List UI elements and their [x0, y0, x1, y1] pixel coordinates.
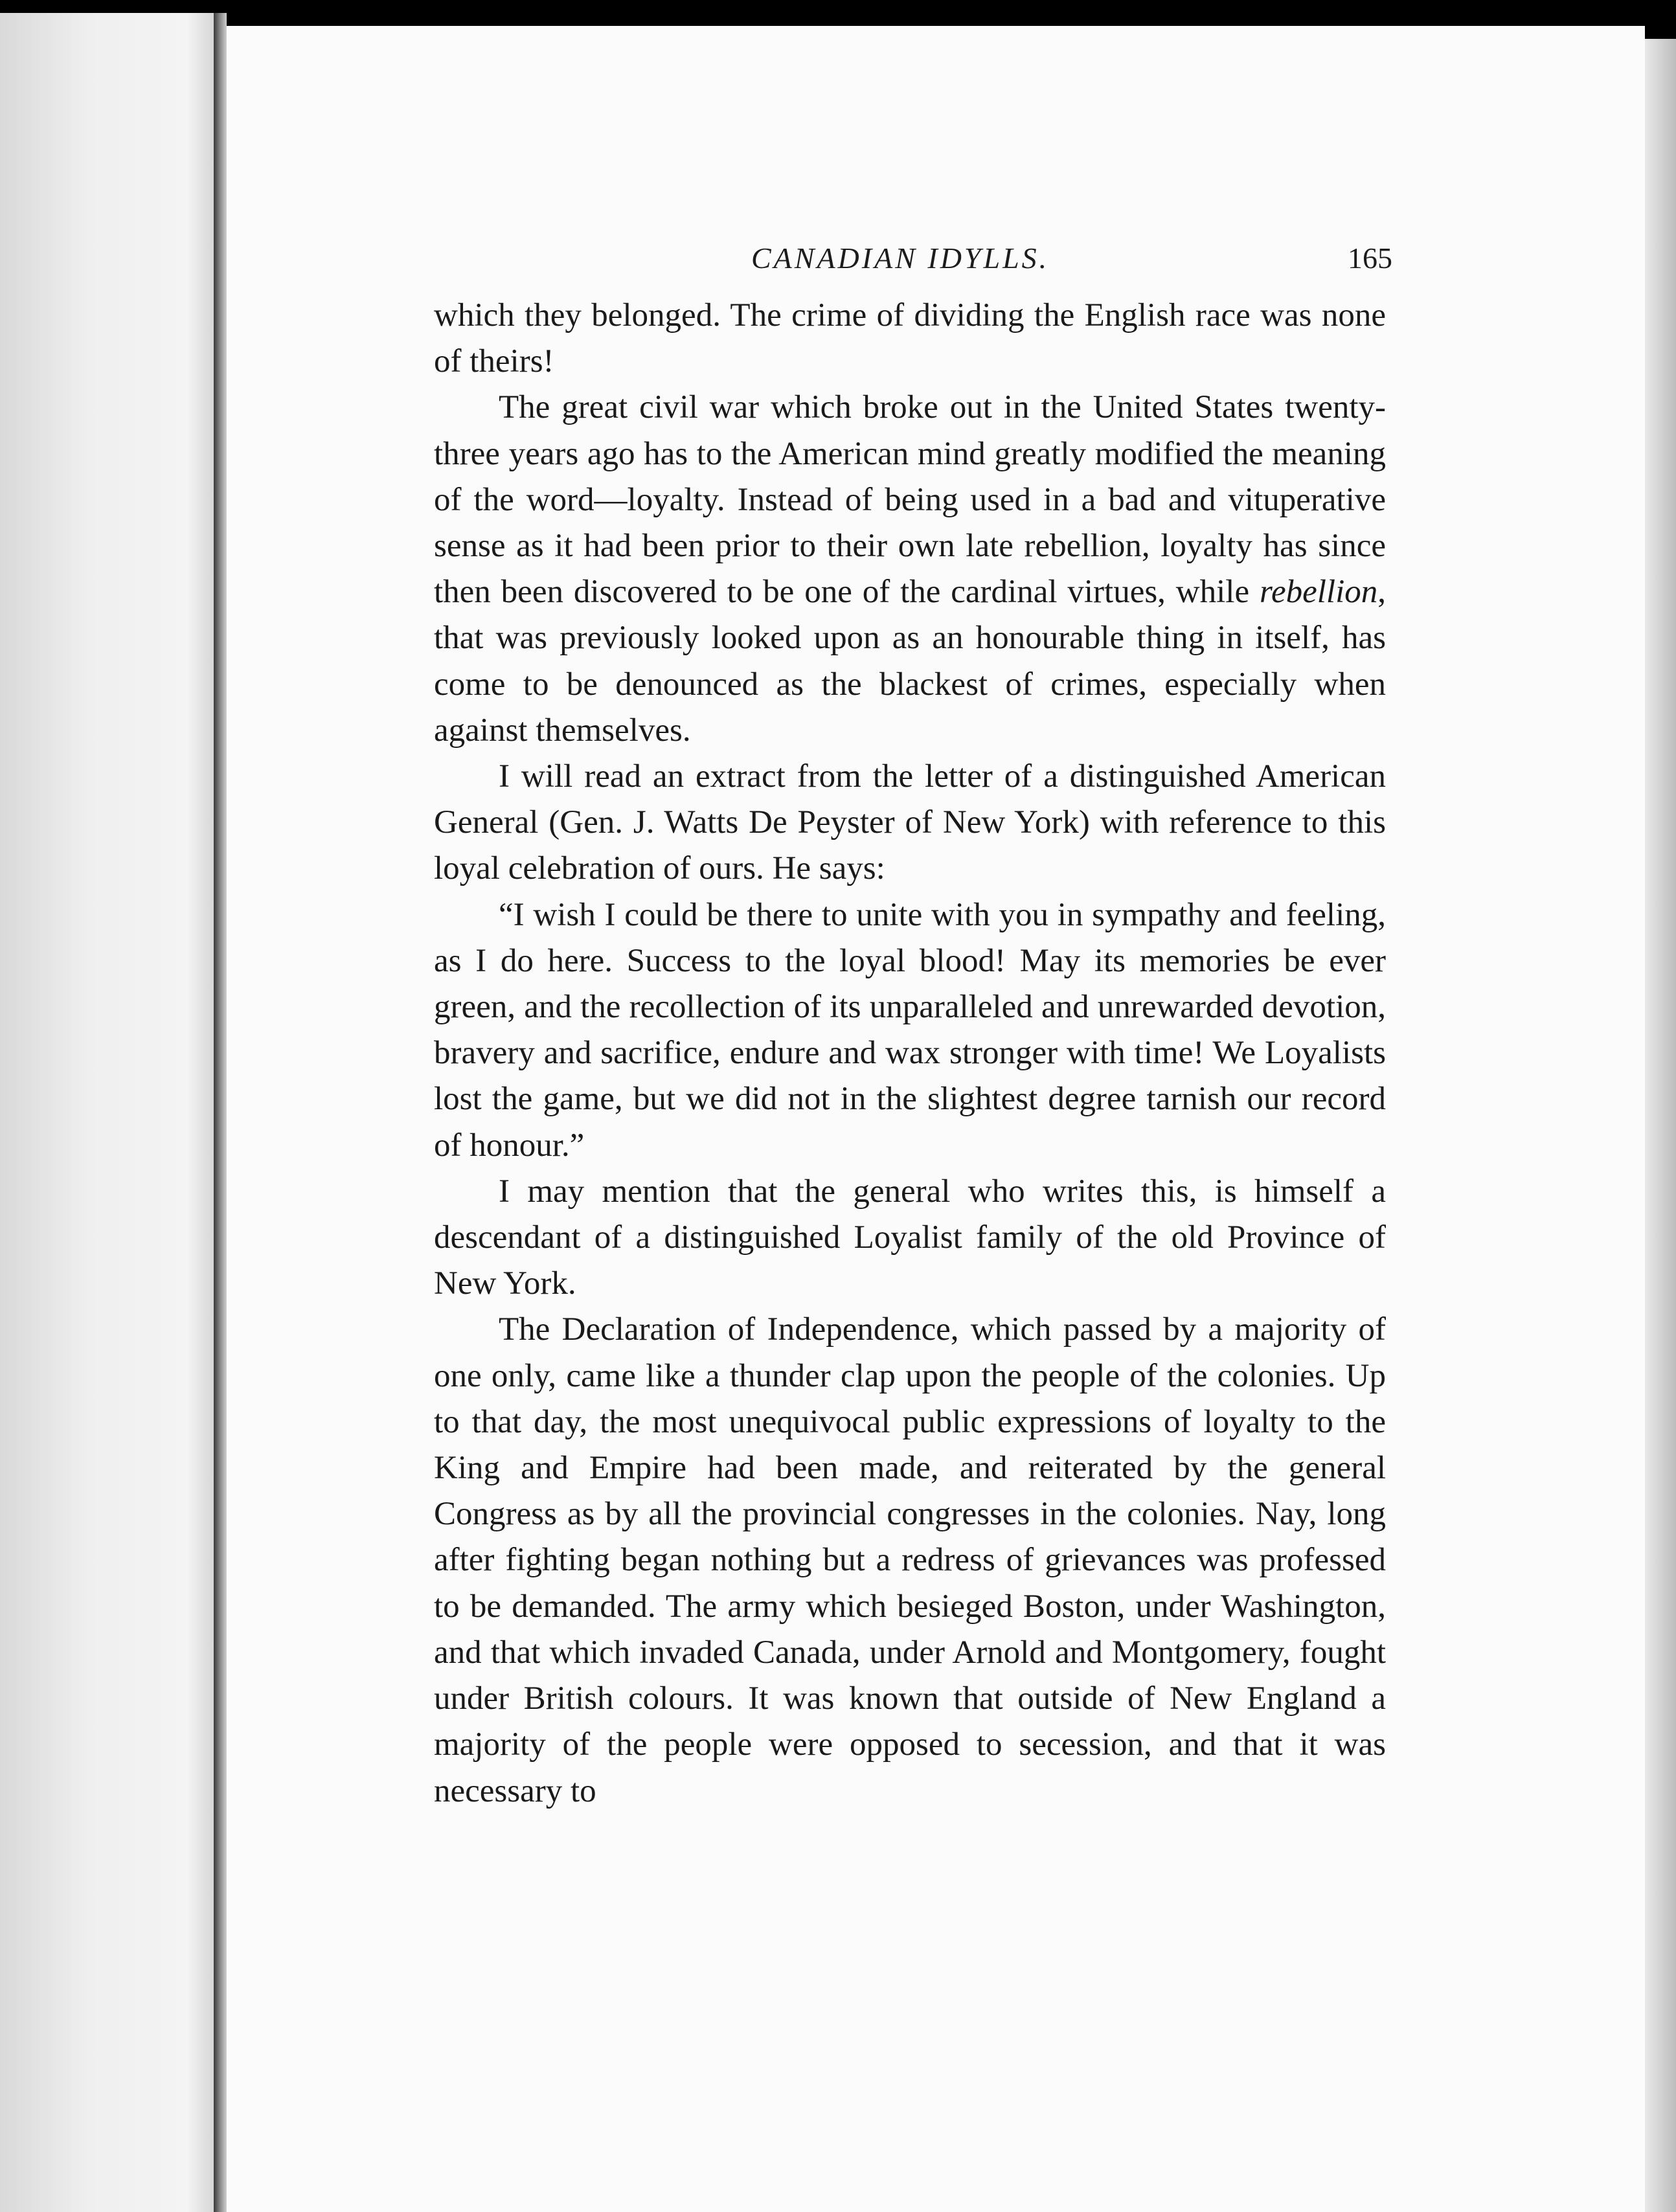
body-text	[434, 293, 1386, 1814]
text-run: I may mention that the general who writes this, is himself a descendant of a distinguished Loyalist family of the old Province of New York.	[434, 1173, 1386, 1302]
paragraph-descendant	[434, 1169, 1386, 1307]
facing-page-edge	[0, 13, 220, 2212]
text-run: I will read an extract from the letter of a distinguished American General (Gen. J. Watts De Peyster of New York) with reference to this loyal celebration of ours. He says:	[434, 758, 1386, 887]
book-gutter	[214, 13, 227, 2212]
text-run: The Declaration of Independence, which passed by a majority of one only, came like a thunder clap upon the people of the colonies. Up to that day, the most unequivocal public expressions of loyalty to the King and Empire had been made, and reiterated by the general Congress as by all the provincial congresses in the colonies. Nay, long after fighting began nothing but a redress of grievances was professed to be demanded. The army which besieged Boston, under Washington, and that which invaded Canada, under Arnold and Montgomery, fought under British colours. It was known that outside of New England a majority of the people were opposed to secession, and that it was necessary to	[434, 1311, 1386, 1809]
emphasis-rebellion: rebellion	[1260, 574, 1378, 611]
paragraph-civil-war	[434, 385, 1386, 754]
text-run: which they belonged. The crime of dividing the English race was none of theirs!	[434, 297, 1386, 380]
paragraph-extract-intro	[434, 754, 1386, 892]
text-run: “I wish I could be there to unite with you in sympathy and feeling, as I do here. Success to the loyal blood! May its memories be ever green, and the recollection of its unparalleled and unrewarded devotion, bravery and sacrifice, endure and wax stronger with time! We Loyalists lost the game, but we did not in the slightest degree tarnish our record of honour.”	[434, 896, 1386, 1164]
page-right-edge	[1645, 39, 1676, 2212]
running-title: CANADIAN IDYLLS.	[751, 242, 1050, 275]
page-number: 165	[1348, 242, 1392, 275]
paragraph-declaration	[434, 1307, 1386, 1814]
paragraph-continuation	[434, 293, 1386, 385]
scan-top-border	[0, 0, 1676, 26]
running-head	[434, 241, 1392, 286]
text-run: , that was previously looked upon as an honourable thing in itself, has come to be denounced as the blackest of crimes, especially when against themselves.	[434, 574, 1386, 749]
paragraph-quotation	[434, 892, 1386, 1169]
text-run: The great civil war which broke out in the United States twenty-three years ago has to the American mind greatly modified the meaning of the word—loyalty. Instead of being used in a bad and vituperative sense as it had been prior to their own late rebellion, loyalty has since then been discovered to be one of the cardinal virtues, while	[434, 389, 1386, 611]
